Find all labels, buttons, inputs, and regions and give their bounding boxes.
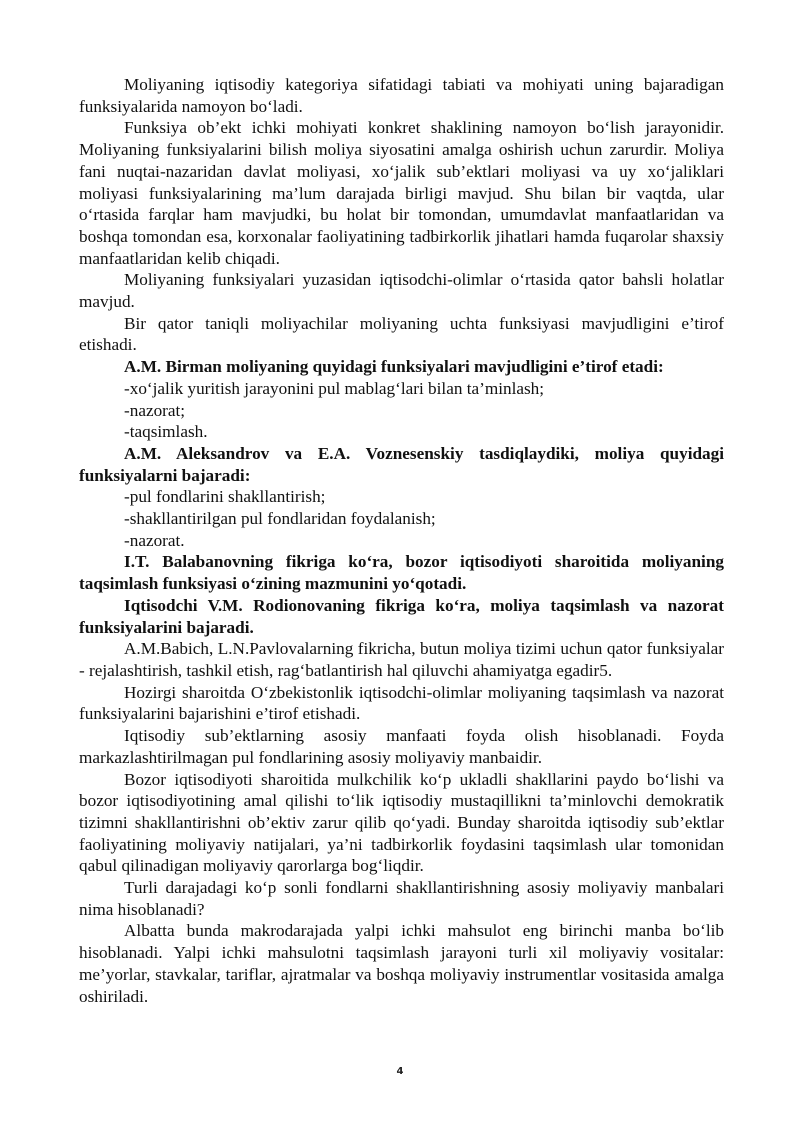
list-item: -nazorat;: [124, 400, 186, 420]
paragraph: Iqtisodiy sub’ektlarning asosiy manfaati foyda olish hisoblanadi. Foyda markazlashtirilmagan pul fondlarining asosiy moliyaviy manbaidir.: [79, 726, 724, 767]
paragraph: Turli darajadagi ko‘p sonli fondlarni shakllantirishning asosiy moliyaviy manbalari nima hisoblanadi?: [79, 878, 724, 919]
paragraph: A.M.Babich, L.N.Pavlovalarning fikricha, butun moliya tizimi uchun qator funksiyalar - rejalashtirish, tashkil etish, rag‘batlantirish hal qiluvchi ahamiyatga egadir5.: [79, 639, 724, 680]
list-item: -xo‘jalik yuritish jarayonini pul mablag‘lari bilan ta’minlash;: [124, 378, 545, 398]
document-page: [79, 74, 724, 1007]
paragraph: Funksiya ob’ekt ichki mohiyati konkret shaklining namoyon bo‘lish jarayonidir. Moliyaning funksiyalarini bilish moliya siyosatini amalga oshirish uchun zarurdir. Moliya fani nuqtai-nazaridan davlat moliyasi, xo‘jalik sub’ektlari moliyasi va uy xo‘jaliklari moliyasi funksiyalarining ma’lum darajada birligi mavjud. Shu bilan bir vaqtda, ular o‘rtasida farqlar ham mavjudki, bu holat bir tomondan, umumdavlat manfaatlaridan va boshqa tomondan esa, korxonalar faoliyatining tadbirkorlik jihatlari hamda fuqarolar shaxsiy manfaatlaridan kelib chiqadi.: [79, 118, 724, 268]
bold-heading-paragraph: A.M. Aleksandrov va E.A. Voznesenskiy tasdiqlaydiki, moliya quyidagi funksiyalarni bajaradi:: [79, 443, 724, 485]
paragraph: Moliyaning iqtisodiy kategoriya sifatidagi tabiati va mohiyati uning bajaradigan funksiyalarida namoyon bo‘ladi.: [79, 75, 724, 116]
list-item: -nazorat.: [124, 530, 185, 550]
bold-heading-paragraph: I.T. Balabanovning fikriga ko‘ra, bozor iqtisodiyoti sharoitida moliyaning taqsimlash funksiyasi o‘zining mazmunini yo‘qotadi.: [79, 552, 724, 594]
paragraph: Moliyaning funksiyalari yuzasidan iqtisodchi-olimlar o‘rtasida qator bahsli holatlar mavjud.: [79, 270, 724, 312]
page-number: 4: [396, 1066, 404, 1077]
paragraph: Albatta bunda makrodarajada yalpi ichki mahsulot eng birinchi manba bo‘lib hisoblanadi. Yalpi ichki mahsulotni taqsimlash jarayoni turli xil moliyaviy vositalar: me’yorlar, stavkalar, tariflar, ajratmalar va boshqa moliyaviy instrumentlar vositasida amalga oshiriladi.: [79, 921, 724, 1006]
list-item: -taqsimlash.: [124, 422, 208, 442]
list-item: -shakllantirilgan pul fondlaridan foydalanish;: [124, 509, 436, 529]
list-item: -pul fondlarini shakllantirish;: [124, 487, 326, 507]
bold-heading-paragraph: Iqtisodchi V.M. Rodionovaning fikriga ko‘ra, moliya taqsimlash va nazorat funksiyalarini bajaradi.: [79, 595, 724, 637]
paragraph: Hozirgi sharoitda O‘zbekistonlik iqtisodchi-olimlar moliyaning taqsimlash va nazorat funksiyalarini bajarishini e’tirof etishadi.: [79, 682, 724, 724]
paragraph: Bozor iqtisodiyoti sharoitida mulkchilik ko‘p ukladli shakllarini paydo bo‘lishi va bozor iqtisodiyotining amal qilishi to‘lik iqtisodiy mustaqillikni ta’minlovchi demokratik tizimni shakllantirishni ob’ektiv zarur qilib qo‘yadi. Bunday sharoitda iqtisodiy sub’ektlar faoliyatining moliyaviy natijalari, ya’ni tadbirkorlik foydasini taqsimlash ular tomonidan qabul qilinadigan moliyaviy qarorlarga bog‘liqdir.: [79, 769, 724, 876]
bold-heading-paragraph: A.M. Birman moliyaning quyidagi funksiyalari mavjudligini e’tirof etadi:: [124, 357, 664, 377]
paragraph: Bir qator taniqli moliyachilar moliyaning uchta funksiyasi mavjudligini e’tirof etishadi.: [79, 313, 724, 355]
